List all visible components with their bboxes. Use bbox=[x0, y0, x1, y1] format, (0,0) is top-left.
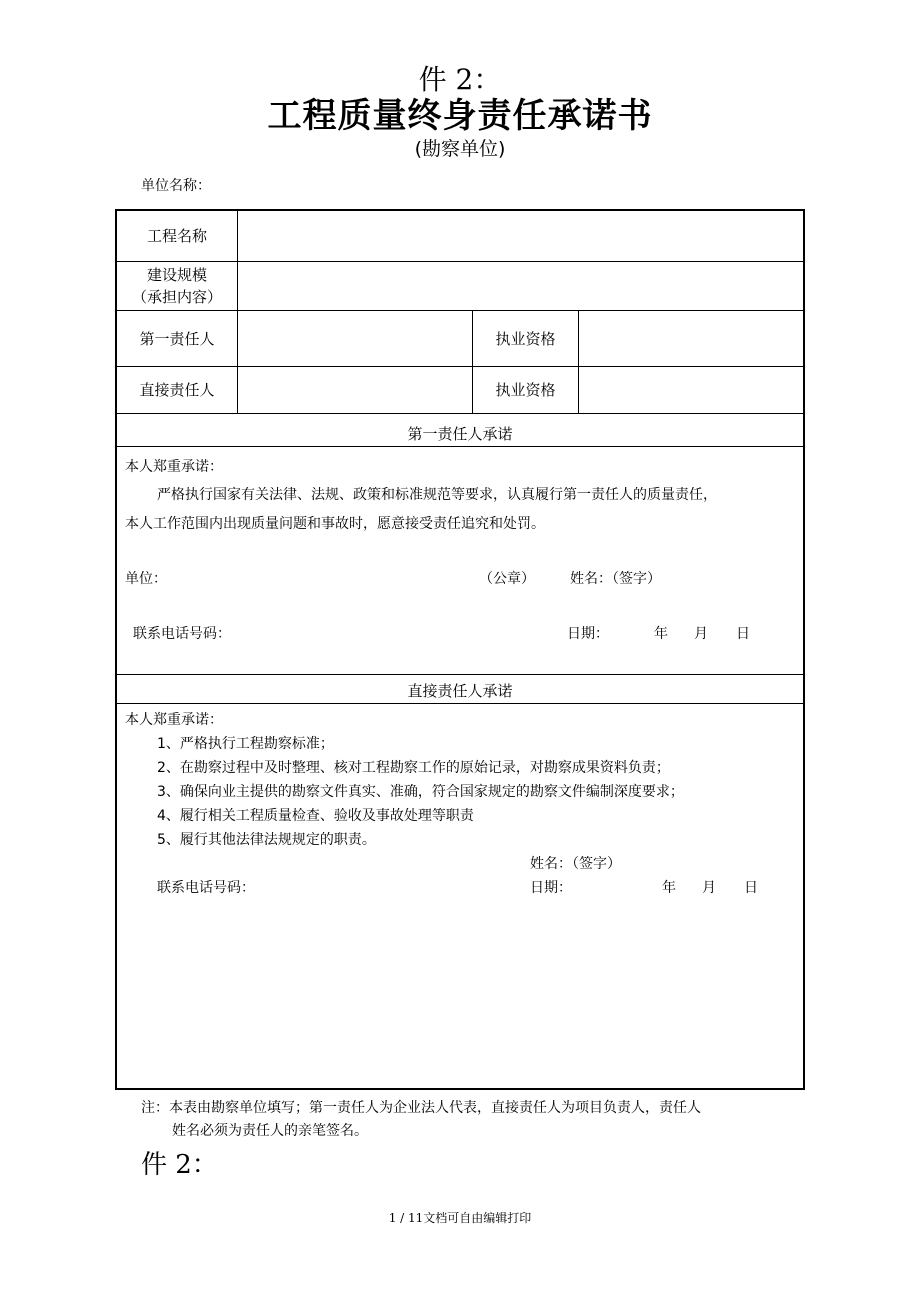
direct-date-month: 月 bbox=[702, 880, 716, 896]
row-divider bbox=[117, 413, 803, 414]
first-date-day: 日 bbox=[736, 626, 750, 642]
first-pledge-intro: 本人郑重承诺： bbox=[125, 459, 223, 475]
direct-date-label: 日期： bbox=[530, 880, 572, 896]
row-divider bbox=[117, 674, 803, 675]
first-responsible-label: 第一责任人 bbox=[139, 329, 215, 348]
scale-label-line2: （承担内容） bbox=[131, 288, 222, 306]
direct-responsible-label: 直接责任人 bbox=[139, 381, 215, 399]
direct-qualification-field[interactable] bbox=[579, 367, 803, 413]
document-title: 工程质量终身责任承诺书 bbox=[267, 96, 653, 136]
note-line2: 姓名必须为责任人的亲笔签名。 bbox=[172, 1123, 368, 1139]
direct-pledge-intro: 本人郑重承诺： bbox=[125, 712, 223, 728]
direct-pledge-heading: 直接责任人承诺 bbox=[407, 682, 513, 700]
first-date-label: 日期： bbox=[567, 626, 609, 642]
direct-date-year: 年 bbox=[662, 880, 676, 896]
project-name-label: 工程名称 bbox=[146, 227, 207, 245]
trailing-attachment-label: 件 2： bbox=[141, 1150, 218, 1180]
pledge-form-table bbox=[115, 209, 805, 1090]
first-phone-label: 联系电话号码： bbox=[133, 626, 231, 642]
scale-label bbox=[117, 262, 237, 310]
direct-pledge-item: 1、严格执行工程勘察标准； bbox=[157, 736, 334, 752]
direct-date-day: 日 bbox=[744, 880, 758, 896]
row-divider bbox=[117, 446, 803, 447]
direct-pledge-item: 2、在勘察过程中及时整理、核对工程勘察工作的原始记录，对勘察成果资料负责； bbox=[157, 760, 670, 776]
qualification-label: 执业资格 bbox=[495, 381, 556, 399]
direct-phone-label: 联系电话号码： bbox=[157, 880, 255, 896]
direct-pledge-item: 5、履行其他法律法规规定的职责。 bbox=[157, 832, 376, 848]
first-date-month: 月 bbox=[694, 626, 708, 642]
first-unit-label: 单位： bbox=[125, 571, 167, 587]
attachment-label: 件 2： bbox=[418, 63, 502, 96]
first-signature-label: 姓名：（签字） bbox=[570, 571, 661, 587]
scale-field[interactable] bbox=[238, 262, 803, 310]
note-line1: 注：本表由勘察单位填写；第一责任人为企业法人代表，直接责任人为项目负责人，责任人 bbox=[141, 1100, 701, 1116]
qualification-label: 执业资格 bbox=[495, 329, 556, 348]
first-pledge-body-line1: 严格执行国家有关法律、法规、政策和标准规范等要求，认真履行第一责任人的质量责任， bbox=[157, 487, 717, 503]
direct-signature-label: 姓名：（签字） bbox=[530, 856, 621, 872]
row-divider bbox=[117, 703, 803, 704]
first-seal-label: （公章） bbox=[479, 571, 535, 587]
first-responsible-field[interactable] bbox=[238, 311, 472, 366]
direct-pledge-item: 3、确保向业主提供的勘察文件真实、准确，符合国家规定的勘察文件编制深度要求； bbox=[157, 784, 684, 800]
scale-label-line1: 建设规模 bbox=[146, 266, 207, 284]
project-name-field[interactable] bbox=[238, 211, 803, 261]
first-pledge-body-line2: 本人工作范围内出现质量问题和事故时，愿意接受责任追究和处罚。 bbox=[125, 516, 545, 532]
direct-pledge-item: 4、履行相关工程质量检查、验收及事故处理等职责 bbox=[157, 808, 474, 824]
first-date-year: 年 bbox=[654, 626, 668, 642]
document-subtitle: (勘察单位) bbox=[414, 138, 506, 160]
first-qualification-field[interactable] bbox=[579, 311, 803, 366]
page-footer: 1 / 11文档可自由编辑打印 bbox=[388, 1211, 532, 1225]
first-pledge-heading: 第一责任人承诺 bbox=[407, 425, 513, 443]
unit-name-label: 单位名称： bbox=[141, 178, 211, 194]
direct-responsible-field[interactable] bbox=[238, 367, 472, 413]
